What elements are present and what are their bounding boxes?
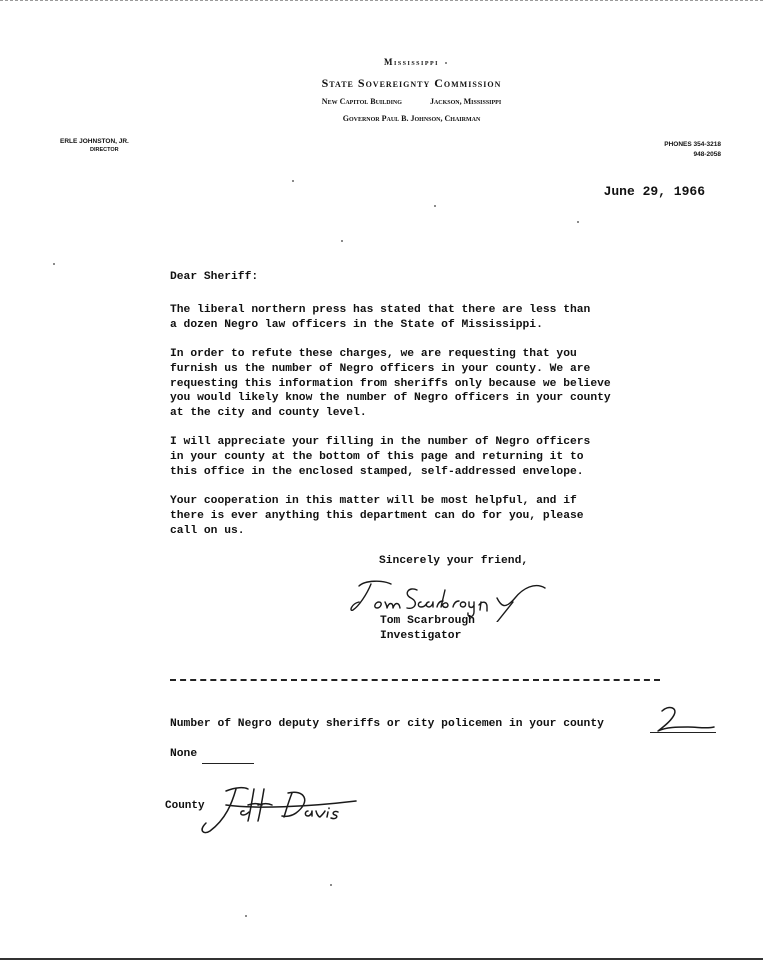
- paragraph-line: requesting this information from sheriffs only because we believe: [170, 377, 611, 390]
- letterhead-organization: State Sovereignty Commission: [321, 76, 502, 90]
- tear-off-dashed-line: [170, 679, 660, 681]
- paragraph-1: [170, 303, 670, 333]
- letterhead-city: Jackson, Mississippi: [429, 97, 502, 106]
- paragraph-line: in your county at the bottom of this page and returning it to: [170, 450, 584, 463]
- scan-speck: [445, 62, 447, 64]
- scan-speck: [434, 205, 436, 207]
- closing: Sincerely your friend,: [379, 555, 529, 567]
- signer-title: Investigator: [380, 629, 462, 642]
- paragraph-line: call on us.: [170, 524, 245, 537]
- paragraph-line: at the city and county level.: [170, 407, 367, 420]
- none-label: None: [170, 748, 198, 760]
- scan-speck: [577, 221, 579, 223]
- scan-speck: [330, 884, 332, 886]
- paragraph-line: Your cooperation in this matter will be most helpful, and if: [170, 495, 577, 507]
- handwritten-county: [196, 783, 366, 839]
- bottom-border-line: [0, 958, 763, 960]
- paragraph-line: you would likely know the number of Negro officers in your county: [170, 392, 611, 405]
- scan-speck: [245, 915, 247, 917]
- director-name: ERLE JOHNSTON, JR.: [60, 138, 129, 145]
- paragraph-2: [170, 347, 670, 421]
- phone-line-2: 948-2058: [693, 151, 721, 158]
- scan-speck: [53, 263, 55, 265]
- signer-name: Tom Scarbrough: [380, 615, 475, 627]
- paragraph-3: [170, 435, 670, 479]
- paragraph-line: there is ever anything this department can do for you, please: [170, 509, 584, 522]
- letterhead-building: New Capitol Building: [321, 97, 402, 106]
- paragraph-line: a dozen Negro law officers in the State of Mississippi.: [170, 318, 543, 331]
- top-dashed-border: [0, 0, 763, 1]
- handwritten-answer: [654, 705, 716, 737]
- form-question: Number of Negro deputy sheriffs or city policemen in your county: [170, 718, 604, 730]
- director-title: DIRECTOR: [90, 147, 119, 153]
- letterhead-state: Mississippi: [383, 57, 439, 67]
- letterhead-chairman: Governor Paul B. Johnson, Chairman: [342, 114, 481, 123]
- scan-speck: [292, 180, 294, 182]
- county-label: County: [165, 800, 205, 812]
- paragraph-line: The liberal northern press has stated that there are less than: [170, 304, 591, 316]
- salutation: Dear Sheriff:: [170, 271, 259, 283]
- paragraph-line: this office in the enclosed stamped, self-addressed envelope.: [170, 465, 584, 478]
- paragraph-line: I will appreciate your filling in the number of Negro officers: [170, 436, 591, 448]
- phone-line-1: PHONES 354-3218: [664, 141, 721, 148]
- paragraph-line: furnish us the number of Negro officers in your county. We are: [170, 362, 591, 375]
- paragraph-line: In order to refute these charges, we are requesting that you: [170, 348, 577, 360]
- letter-date: June 29, 1966: [603, 184, 705, 199]
- signer-block: [380, 614, 475, 644]
- none-blank-line[interactable]: [202, 763, 254, 764]
- scan-speck: [341, 240, 343, 242]
- paragraph-4: [170, 494, 670, 538]
- letterhead-address: [0, 97, 763, 106]
